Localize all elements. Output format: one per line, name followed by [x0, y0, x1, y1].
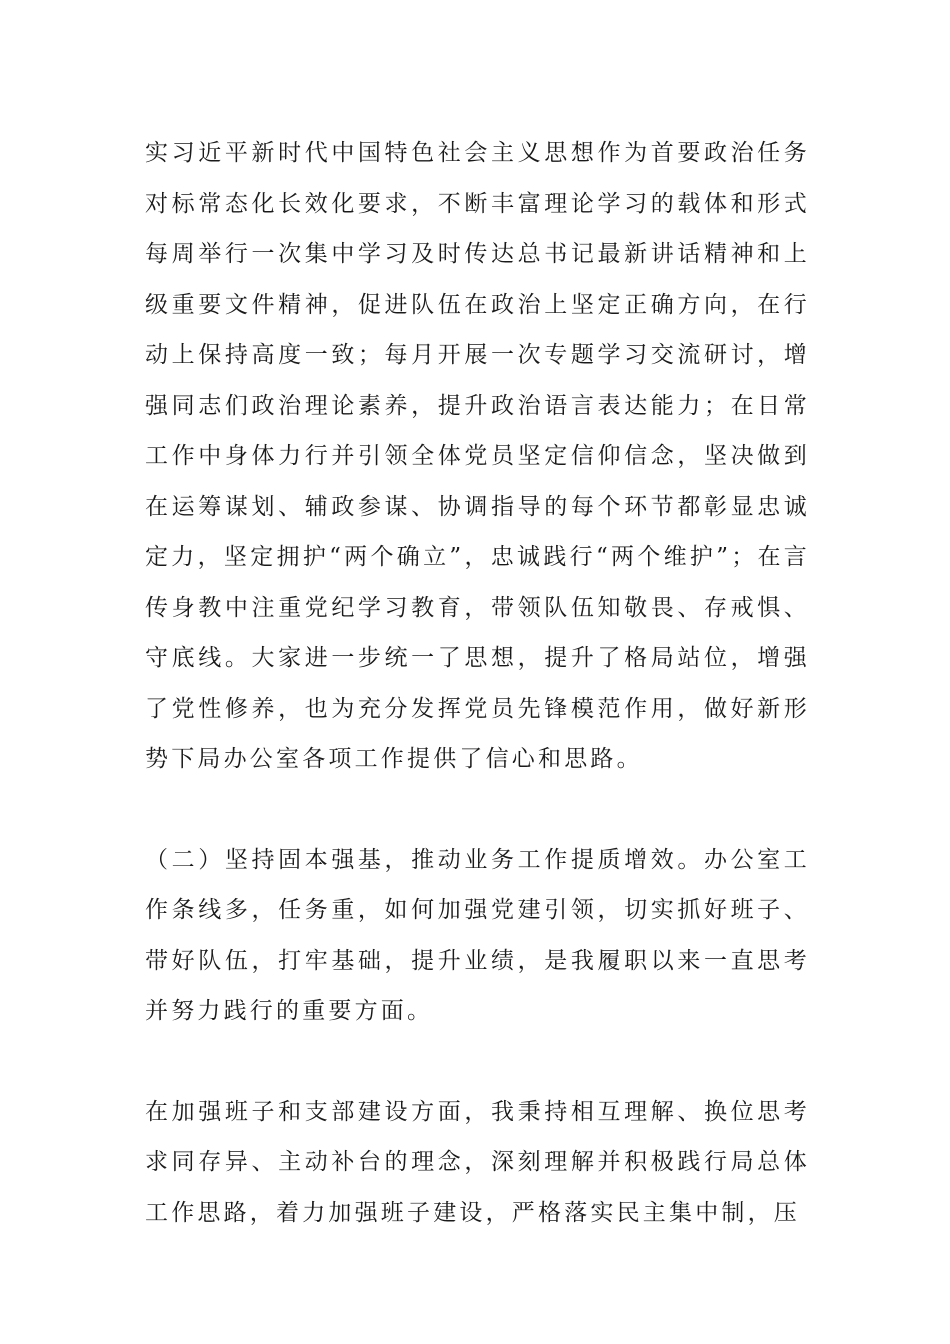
paragraph-theory-study: 实习近平新时代中国特色社会主义思想作为首要政治任务对标常态化长效化要求，不断丰富理论学习的载体和形式每周举行一次集中学习及时传达总书记最新讲话精神和上级重要文件精神，促进队伍在政治上坚定正确方向，在行动上保持高度一致；每月开展一次专题学习交流研讨，增强同志们政治理论素养，提升政治语言表达能力；在日常工作中身体力行并引领全体党员坚定信仰信念，坚决做到在运筹谋划、辅政参谋、协调指导的每个环节都彰显忠诚定力，坚定拥护“两个确立”，忠诚践行“两个维护”；在言传身教中注重党纪学习教育，带领队伍知敬畏、存戒惧、守底线。大家进一步统一了思想，提升了格局站位，增强了党性修养，也为充分发挥党员先锋模范作用，做好新形势下局办公室各项工作提供了信心和思路。 [145, 140, 810, 772]
paragraph-team-building: 在加强班子和支部建设方面，我秉持相互理解、换位思考求同存异、主动补台的理念，深刻理解并积极践行局总体工作思路，着力加强班子建设，严格落实民主集中制，压 [145, 1098, 810, 1226]
paragraph-section-two-heading: （二）坚持固本强基，推动业务工作提质增效。办公室工作条线多，任务重，如何加强党建引领，切实抓好班子、带好队伍，打牢基础，提升业绩，是我履职以来一直思考并努力践行的重要方面。 [145, 846, 810, 1024]
document-body [145, 128, 810, 1238]
